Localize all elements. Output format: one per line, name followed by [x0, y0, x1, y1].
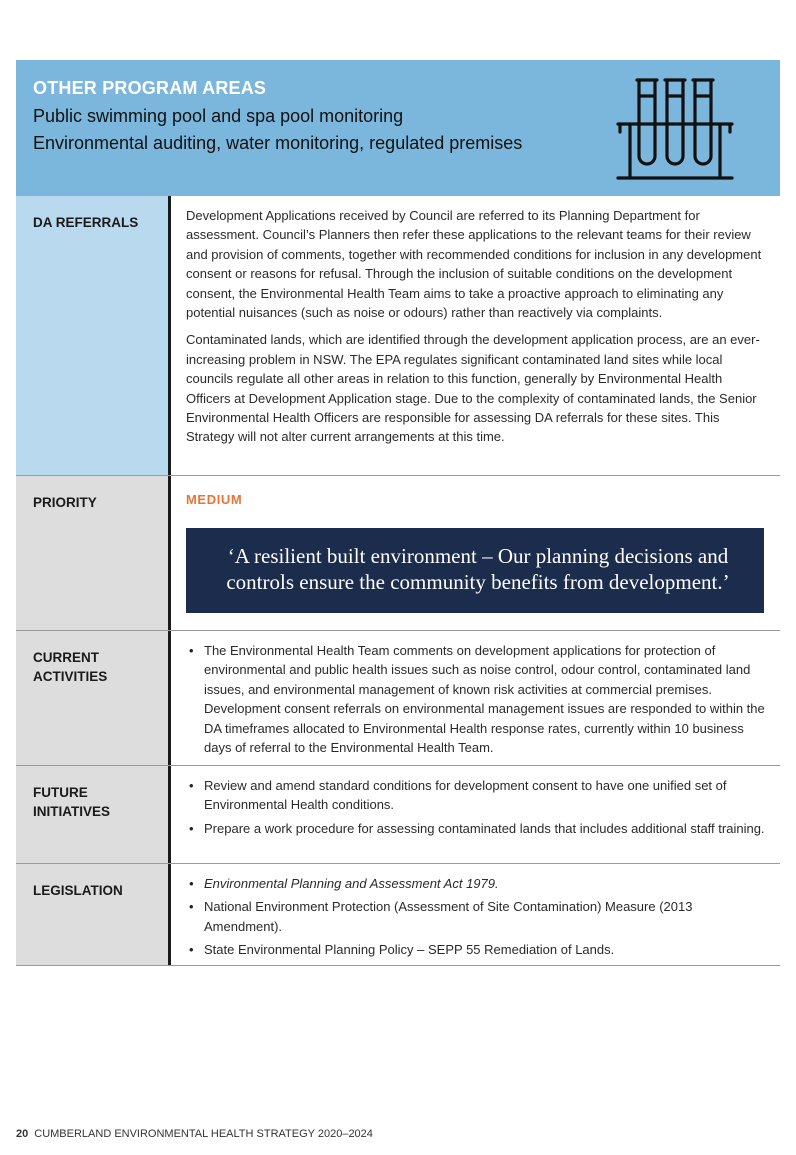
list-item: • Prepare a work procedure for assessing contaminated lands that includes additional staff training. [186, 819, 766, 838]
row-priority [16, 476, 780, 631]
priority-value: MEDIUM [186, 492, 243, 507]
list-item: • National Environment Protection (Assessment of Site Contamination) Measure (2013 Amendment). [186, 897, 766, 936]
row-future-initiatives [16, 766, 780, 864]
list-item: • Environmental Planning and Assessment Act 1979. [186, 874, 766, 893]
row-content [171, 766, 780, 863]
paragraph: Contaminated lands, which are identified through the development application process, are an ever-increasing problem in NSW. The EPA regulates significant contaminated land sites while local councils regulate all other areas in relation to this function, generally by Environmental Health Officers at Development Application stage. Due to the complexity of contaminated lands, the Senior Environmental Health Officers are responsible for assessing DA referrals for these sites. This Strategy will not alter current arrangements at this time. [186, 332, 760, 445]
section-title: OTHER PROGRAM AREAS [33, 78, 267, 98]
program-table [16, 196, 780, 966]
section-header [16, 60, 780, 196]
list-item: • State Environmental Planning Policy – SEPP 55 Remediation of Lands. [186, 940, 766, 959]
page-footer [16, 1128, 373, 1140]
row-content [171, 476, 780, 630]
section-subtitle-2: Environmental auditing, water monitoring, regulated premises [33, 133, 523, 153]
row-content [171, 196, 780, 475]
row-legislation [16, 864, 780, 966]
test-tubes-icon [616, 74, 734, 184]
footer-text: CUMBERLAND ENVIRONMENTAL HEALTH STRATEGY 2020–2024 [34, 1128, 373, 1140]
row-label: DA REFERRALS [16, 196, 168, 475]
row-content [171, 631, 780, 765]
page-number: 20 [16, 1128, 29, 1140]
row-label: CURRENT ACTIVITIES [16, 631, 168, 765]
row-label: LEGISLATION [16, 864, 168, 965]
row-content [171, 864, 780, 965]
paragraph: Development Applications received by Council are referred to its Planning Department for assessment. Council’s Planners then refer these applications to the relevant teams for their review and provision of comments, together with recommended conditions for inclusion in any development consent or reasons for refusal. Through the inclusion of suitable conditions on the development consent, the Environmental Health Team aims to take a proactive approach to eliminating any potential nuisances (such as noise or odours) rather than reactively via complaints. [186, 208, 762, 321]
section-subtitle-1: Public swimming pool and spa pool monitoring [33, 106, 404, 126]
row-current-activities [16, 631, 780, 766]
row-label: FUTURE INITIATIVES [16, 766, 168, 863]
list-item: • Review and amend standard conditions for development consent to have one unified set of Environmental Health conditions. [186, 776, 766, 815]
bullet-list [186, 874, 766, 960]
bullet-list [186, 776, 766, 838]
row-da-referrals [16, 196, 780, 476]
bullet-list [186, 641, 766, 757]
quote-box: ‘A resilient built environment – Our planning decisions and controls ensure the community benefits from development.’ [186, 528, 764, 613]
list-item: • The Environmental Health Team comments on development applications for protection of environmental and public health issues such as noise control, odour control, contaminated land issues, and environmental management of known risk activities at commercial premises. Development consent referrals on environmental management issues are responded to within the DA timeframes allocated to Environmental Health response rates, currently within 10 business days of referral to the Environmental Health Team. [186, 641, 766, 757]
row-label: PRIORITY [16, 476, 168, 630]
